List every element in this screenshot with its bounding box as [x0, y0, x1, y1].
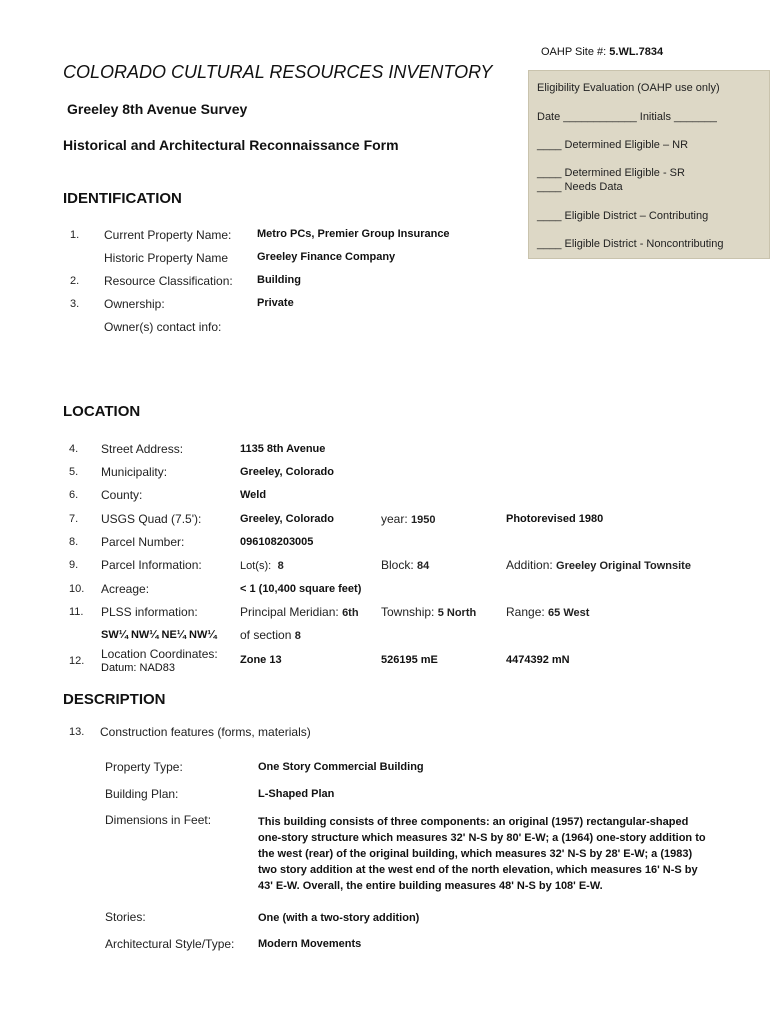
usgs-year: year: 1950	[381, 512, 436, 526]
dimensions-description: This building consists of three components: an original (1957) rectangular-shaped one-story structure which measures 32' N-S by 80' E-W; a (1964) one-story addition to the west (rear) of the original building, which measures 32' N-S by 28' E-W; a (1983) two story addition at the west end of the north elevation, which measures 16' N-S by 43' E-W. Overall, the entire building measures 48' N-S by 108' E-W.	[258, 816, 706, 892]
field-label: Dimensions in Feet:	[105, 813, 212, 827]
ownership: Private	[257, 297, 294, 309]
eligibility-item: ____ Eligible District - Noncontributing	[537, 238, 724, 250]
field-label: Ownership:	[104, 297, 165, 311]
field-label: Building Plan:	[105, 787, 179, 801]
field-label: Parcel Information:	[101, 558, 202, 572]
field-label: Construction features (forms, materials)	[100, 725, 311, 739]
block: Block: 84	[381, 558, 430, 572]
architectural-style: Modern Movements	[258, 938, 362, 950]
photorevised: Photorevised 1980	[506, 513, 604, 525]
field-label: USGS Quad (7.5'):	[101, 512, 202, 526]
item-number: 13.	[69, 726, 85, 738]
eligibility-item: ____ Determined Eligible – NR	[537, 139, 689, 151]
utm-northing: 4474392 mN	[506, 654, 570, 666]
eligibility-date-line: Date ____________ Initials _______	[537, 111, 717, 123]
field-label: Current Property Name:	[104, 228, 232, 242]
parcel-number: 096108203005	[240, 536, 314, 548]
building-plan: L-Shaped Plan	[258, 788, 335, 800]
usgs-quad: Greeley, Colorado	[240, 513, 334, 525]
item-number: 11.	[69, 606, 84, 618]
field-label: Municipality:	[101, 465, 168, 479]
eligibility-item: ____ Needs Data	[537, 181, 623, 193]
current-property-name: Metro PCs, Premier Group Insurance	[257, 228, 450, 240]
item-number: 1.	[70, 229, 80, 241]
resource-classification: Building	[257, 274, 301, 286]
item-number: 8.	[69, 536, 79, 548]
township: Township: 5 North	[381, 605, 477, 619]
eligibility-item: ____ Eligible District – Contributing	[537, 210, 709, 222]
field-label: Property Type:	[105, 760, 183, 774]
field-label: Owner(s) contact info:	[104, 320, 222, 334]
section: of section 8	[240, 628, 301, 642]
item-number: 12.	[69, 655, 85, 667]
item-number: 3.	[70, 298, 80, 310]
utm-zone: Zone 13	[240, 654, 282, 666]
lots: Lot(s): 8	[240, 560, 284, 572]
datum: Datum: NAD83	[101, 662, 175, 674]
field-label: Location Coordinates:	[101, 647, 218, 661]
principal-meridian: Principal Meridian: 6th	[240, 605, 359, 619]
eligibility-evaluation-box	[528, 70, 770, 259]
plss-quarters: SW¼ NW¼ NE¼ NW¼	[101, 629, 217, 641]
identification-heading: IDENTIFICATION	[63, 190, 182, 207]
description-heading: DESCRIPTION	[63, 691, 166, 708]
item-number: 5.	[69, 466, 79, 478]
field-label: County:	[101, 488, 143, 502]
item-number: 7.	[69, 513, 79, 525]
range: Range: 65 West	[506, 605, 590, 619]
site-number-value: 5.WL.7834	[609, 46, 664, 58]
field-label: Historic Property Name	[104, 251, 229, 265]
field-label: Parcel Number:	[101, 535, 185, 549]
location-heading: LOCATION	[63, 403, 141, 420]
item-number: 10.	[69, 583, 85, 595]
property-type: One Story Commercial Building	[258, 761, 424, 773]
form-title: COLORADO CULTURAL RESOURCES INVENTORY	[63, 62, 493, 82]
acreage: < 1 (10,400 square feet)	[240, 583, 362, 595]
eligibility-title: Eligibility Evaluation (OAHP use only)	[537, 82, 720, 94]
eligibility-item: ____ Determined Eligible - SR	[537, 167, 685, 179]
field-label: PLSS information:	[101, 605, 198, 619]
field-label: Acreage:	[101, 582, 150, 596]
field-label: Architectural Style/Type:	[105, 937, 235, 951]
county: Weld	[240, 489, 267, 501]
item-number: 2.	[70, 275, 80, 287]
item-number: 6.	[69, 489, 79, 501]
historic-property-name: Greeley Finance Company	[257, 251, 396, 263]
field-label: Stories:	[105, 910, 146, 924]
utm-easting: 526195 mE	[381, 654, 438, 666]
item-number: 9.	[69, 559, 79, 571]
stories: One (with a two-story addition)	[258, 912, 420, 924]
item-number: 4.	[69, 443, 79, 455]
survey-name: Greeley 8th Avenue Survey	[67, 101, 248, 117]
municipality: Greeley, Colorado	[240, 466, 334, 478]
street-address: 1135 8th Avenue	[240, 443, 326, 455]
field-label: Street Address:	[101, 442, 184, 456]
oahp-site-number: OAHP Site #: 5.WL.7834	[541, 46, 664, 58]
form-subtitle: Historical and Architectural Reconnaissance Form	[63, 137, 399, 153]
field-label: Resource Classification:	[104, 274, 233, 288]
addition: Addition: Greeley Original Townsite	[506, 558, 691, 572]
